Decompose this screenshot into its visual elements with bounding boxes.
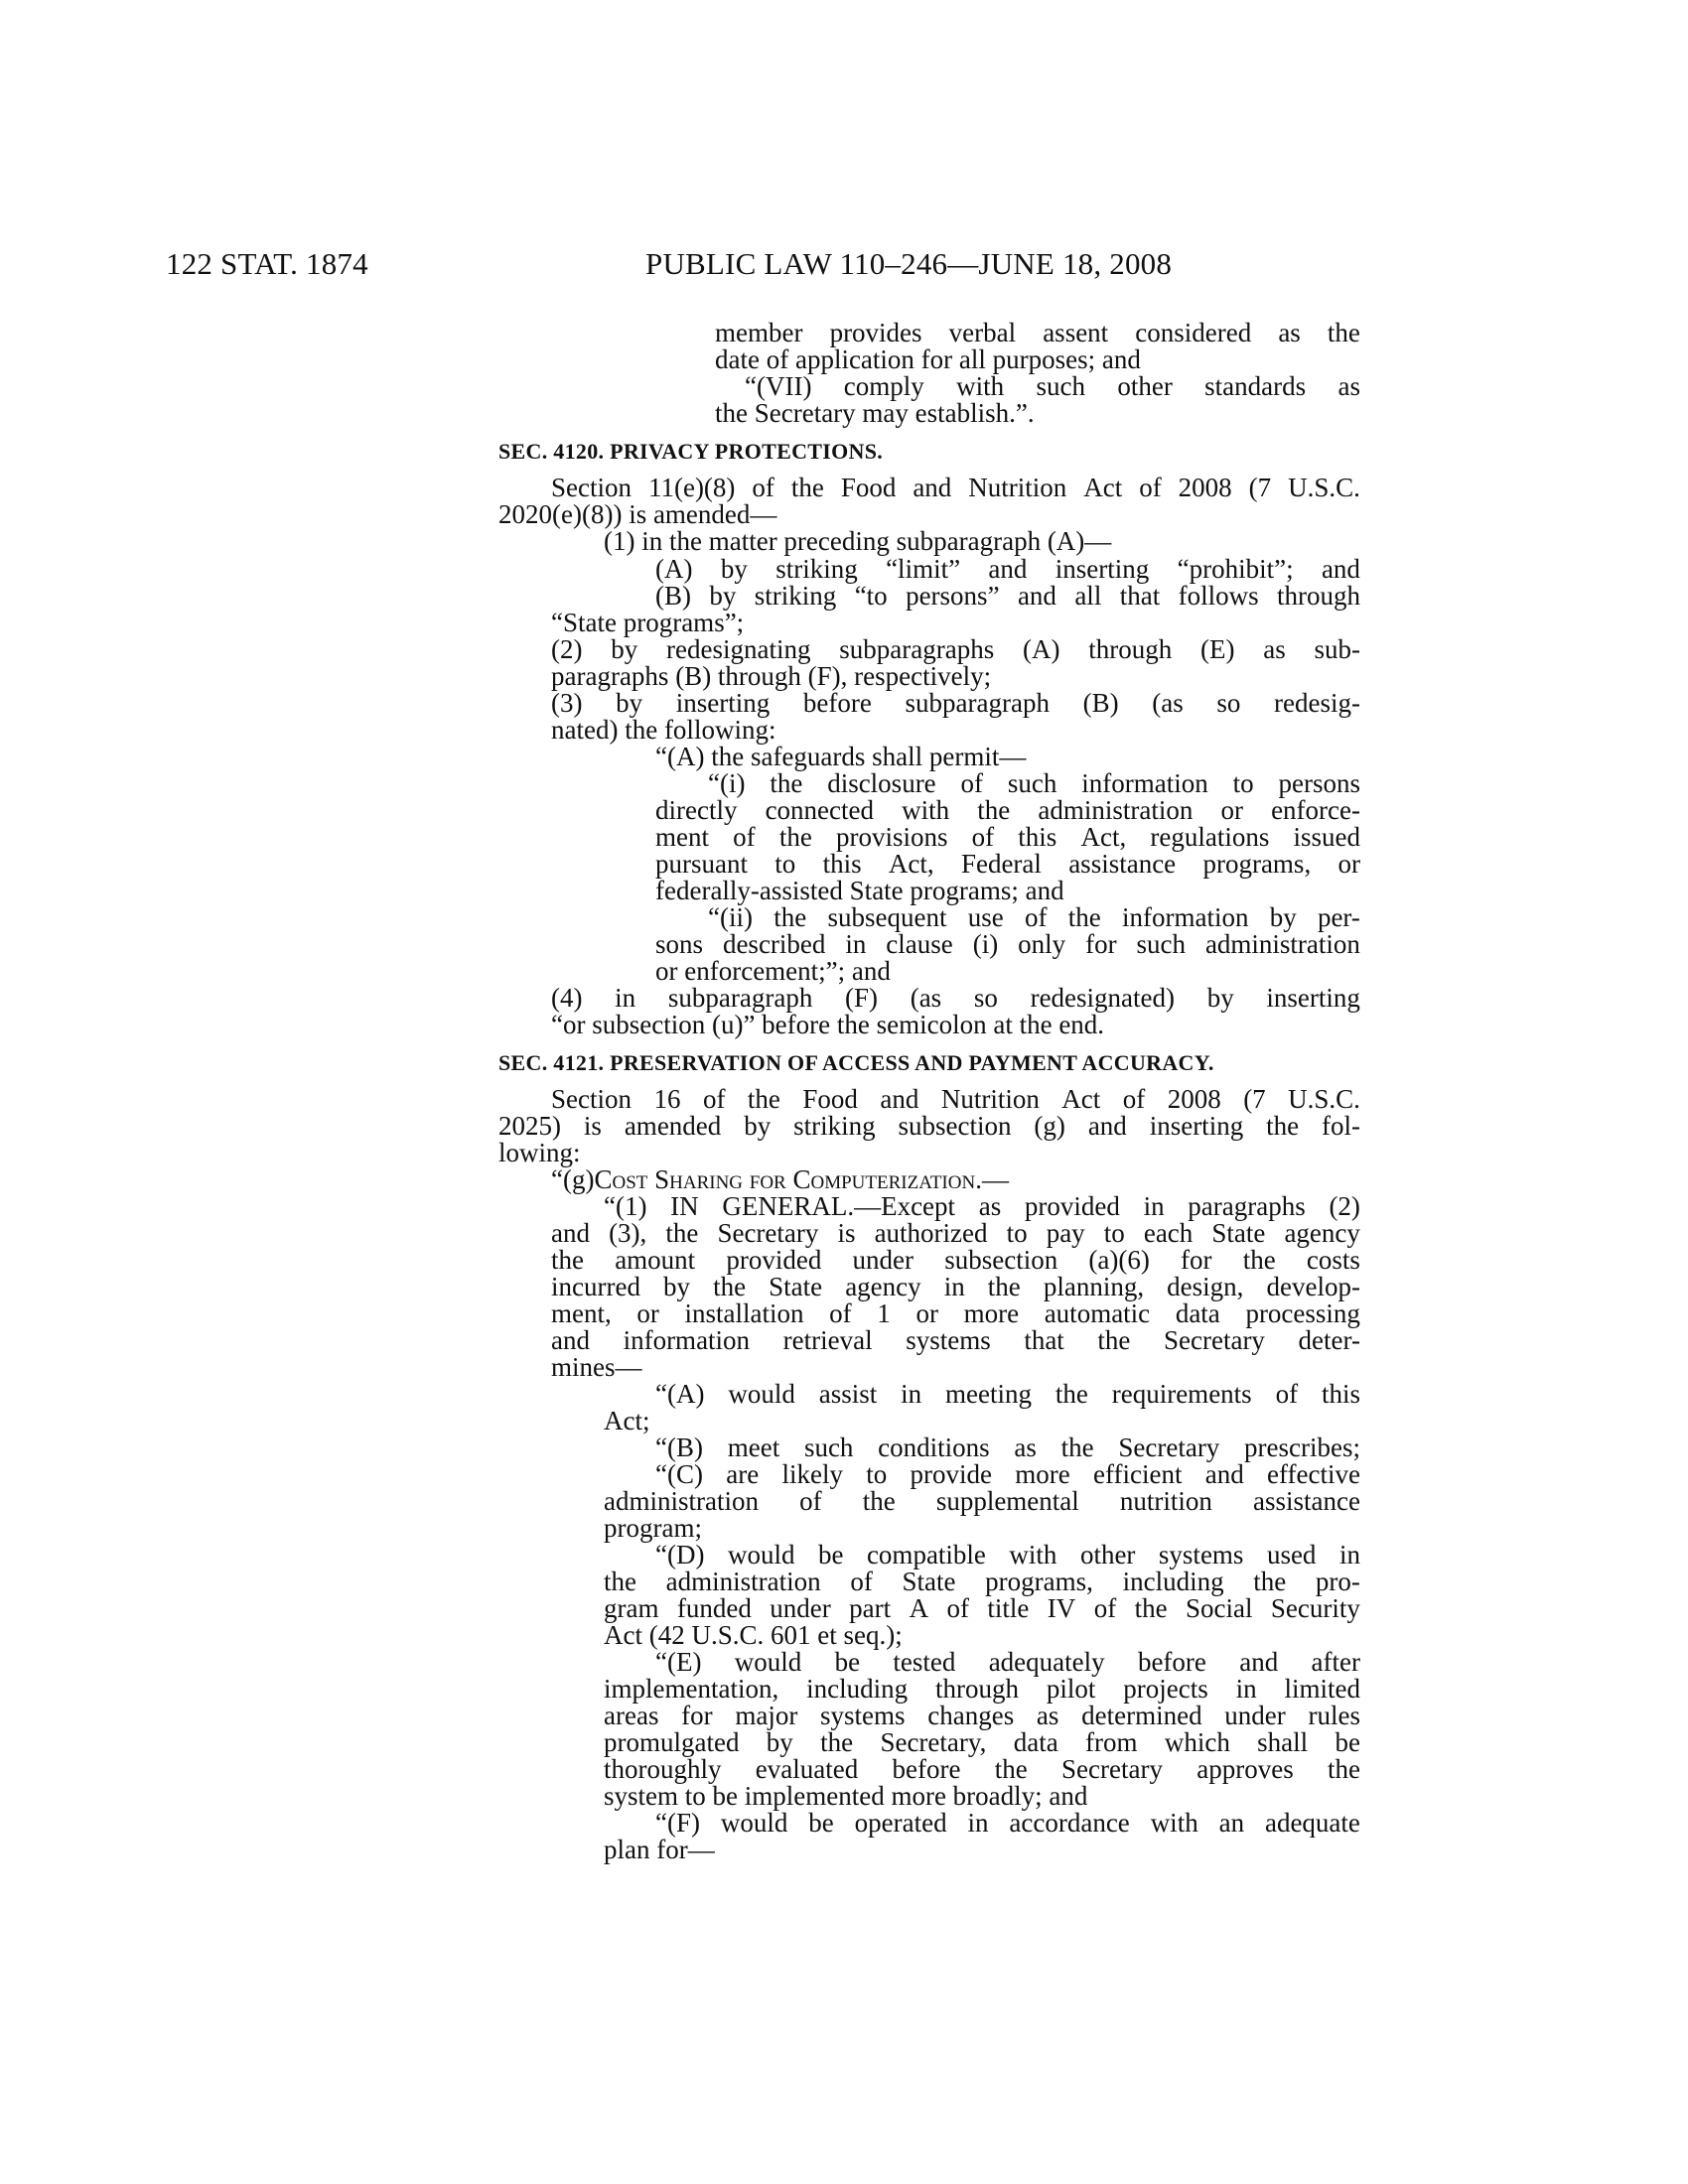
text-line: member provides verbal assent considered as the — [715, 318, 1360, 347]
text-line: (3) by inserting before subparagraph (B) (as so redesig- — [551, 688, 1360, 718]
text-line: 2025) is amended by striking subsection (g) and inserting the fol- — [498, 1111, 1360, 1141]
text-line: or enforcement;”; and — [655, 956, 891, 986]
text-line: mines— — [551, 1352, 642, 1382]
text-line: paragraphs (B) through (F), respectively; — [551, 661, 992, 691]
text-line: the Secretary may establish.”. — [715, 398, 1035, 428]
text-line: “(A) the safeguards shall permit— — [655, 742, 1027, 771]
public-law-heading: PUBLIC LAW 110–246—JUNE 18, 2008 — [645, 246, 1173, 281]
text-line: “or subsection (u)” before the semicolon at the end. — [551, 1010, 1105, 1039]
text-line: implementation, including through pilot projects in limited — [604, 1674, 1360, 1704]
text-line: and information retrieval systems that the Secretary deter- — [551, 1325, 1360, 1355]
text-line: “(g) Cost Sharing for Computerization .— — [551, 1164, 1009, 1194]
text-line: areas for major systems changes as determined under rules — [604, 1701, 1360, 1730]
text-line: “(B) meet such conditions as the Secretary prescribes; — [655, 1433, 1360, 1462]
text-line: thoroughly evaluated before the Secretary approves the — [604, 1754, 1360, 1784]
text-line: the amount provided under subsection (a)(6) for the costs — [551, 1245, 1360, 1275]
text-line: “(i) the disclosure of such information to persons — [708, 768, 1360, 798]
text-line: ment, or installation of 1 or more automatic data processing — [551, 1298, 1360, 1328]
section-heading: SEC. 4121. PRESERVATION OF ACCESS AND PAYMENT ACCURACY. — [498, 1050, 1214, 1075]
text-line: directly connected with the administration or enforce- — [655, 795, 1360, 825]
text-line: “State programs”; — [551, 608, 745, 637]
text-line: ment of the provisions of this Act, regulations issued — [655, 822, 1360, 852]
text-line: 2020(e)(8)) is amended— — [498, 499, 777, 529]
statute-page-number: 122 STAT. 1874 — [166, 246, 368, 281]
text-line: “(C) are likely to provide more efficient and effective — [655, 1459, 1360, 1489]
text-line: plan for— — [604, 1835, 715, 1864]
text-line: “(1) IN GENERAL.—Except as provided in paragraphs (2) — [604, 1191, 1360, 1221]
text-line: pursuant to this Act, Federal assistance programs, or — [655, 849, 1360, 879]
text-line: “(E) would be tested adequately before and after — [655, 1647, 1360, 1677]
text-line: (B) by striking “to persons” and all that follows through — [655, 581, 1360, 611]
text-line: lowing: — [498, 1138, 581, 1167]
text-line: (A) by striking “limit” and inserting “prohibit”; and — [655, 554, 1360, 584]
text-line: “(F) would be operated in accordance with an adequate — [655, 1808, 1360, 1838]
text-line: date of application for all purposes; and — [715, 344, 1141, 374]
text-line: Act; — [604, 1406, 650, 1435]
text-line: incurred by the State agency in the planning, design, develop- — [551, 1272, 1360, 1301]
text-line: “(ii) the subsequent use of the information by per- — [708, 902, 1360, 932]
text-line: “(A) would assist in meeting the requirements of this — [655, 1379, 1360, 1409]
text-line: sons described in clause (i) only for such administration — [655, 929, 1360, 959]
section-heading: SEC. 4120. PRIVACY PROTECTIONS. — [498, 439, 884, 464]
text-line: administration of the supplemental nutrition assistance — [604, 1486, 1360, 1516]
text-line: (4) in subparagraph (F) (as so redesignated) by inserting — [551, 983, 1360, 1013]
text-line: (2) by redesignating subparagraphs (A) through (E) as sub- — [551, 634, 1360, 664]
text-line: gram funded under part A of title IV of the Social Security — [604, 1593, 1360, 1623]
text-line: program; — [604, 1513, 702, 1543]
text-line: federally-assisted State programs; and — [655, 876, 1064, 905]
text-line: and (3), the Secretary is authorized to pay to each State agency — [551, 1218, 1360, 1248]
text-line: “(VII) comply with such other standards as — [745, 371, 1360, 401]
text-line: system to be implemented more broadly; and — [604, 1781, 1088, 1811]
text-line: promulgated by the Secretary, data from which shall be — [604, 1727, 1360, 1757]
text-line: nated) the following: — [551, 715, 776, 745]
text-line: “(D) would be compatible with other systems used in — [655, 1540, 1360, 1570]
text-line: (1) in the matter preceding subparagraph (A)— — [604, 526, 1112, 556]
text-line: Act (42 U.S.C. 601 et seq.); — [604, 1620, 903, 1650]
text-line: Section 16 of the Food and Nutrition Act of 2008 (7 U.S.C. — [551, 1084, 1360, 1114]
text-line: Section 11(e)(8) of the Food and Nutrition Act of 2008 (7 U.S.C. — [551, 473, 1360, 502]
text-line: the administration of State programs, including the pro- — [604, 1567, 1360, 1596]
